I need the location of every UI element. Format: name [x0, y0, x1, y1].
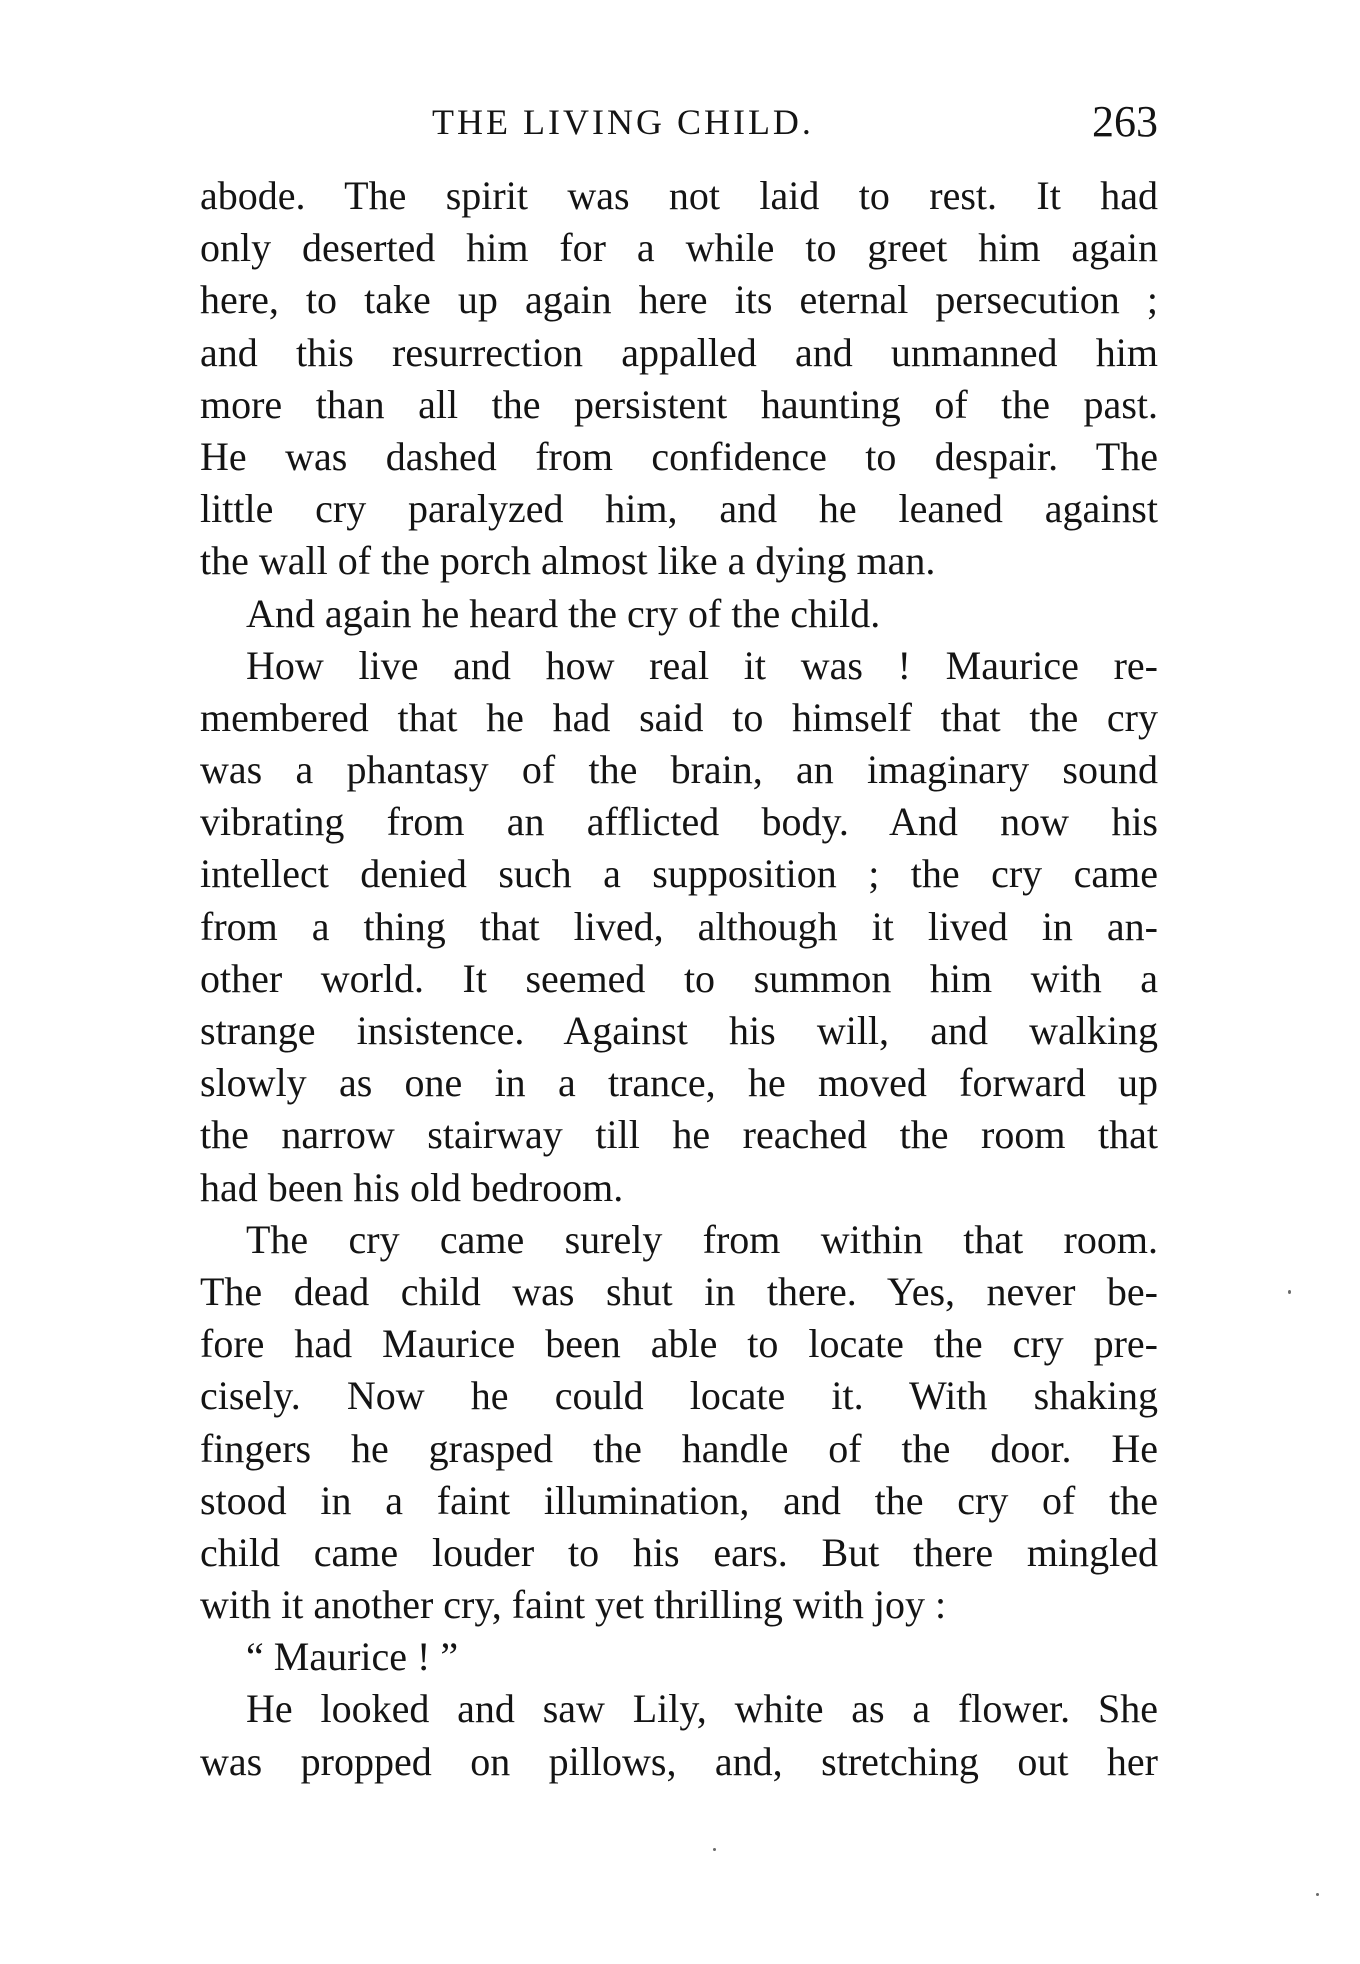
text-line: stood in a faint illumination, and the cry of the — [200, 1477, 1158, 1523]
text-line: the narrow stairway till he reached the room that — [200, 1112, 1158, 1158]
text-line: other world. It seemed to summon him with a — [200, 955, 1158, 1001]
text-line: the wall of the porch almost like a dying man. — [200, 538, 936, 584]
text-line: more than all the persistent haunting of the past. — [200, 381, 1158, 427]
text-line: with it another cry, faint yet thrilling with joy : — [200, 1582, 947, 1628]
text-line: only deserted him for a while to greet him again — [200, 225, 1158, 271]
paragraph-start-line: How live and how real it was ! Maurice re- — [246, 642, 1158, 688]
text-line: strange insistence. Against his will, and walking — [200, 1008, 1158, 1053]
text-line: and this resurrection appalled and unmanned him — [200, 329, 1158, 375]
text-line: here, to take up again here its eternal persecution ; — [200, 277, 1158, 323]
text-line: cisely. Now he could locate it. With shaking — [200, 1373, 1158, 1419]
paper-speck — [713, 1848, 716, 1851]
text-line: child came louder to his ears. But there mingled — [200, 1529, 1158, 1575]
text-line: The dead child was shut in there. Yes, never be- — [200, 1268, 1158, 1314]
text-line: slowly as one in a trance, he moved forward up — [200, 1060, 1158, 1106]
paragraph-start-line: “ Maurice ! ” — [246, 1634, 459, 1680]
text-line: from a thing that lived, although it lived in an- — [200, 903, 1158, 949]
text-line: abode. The spirit was not laid to rest. It had — [200, 173, 1158, 218]
paragraph-start-line: The cry came surely from within that room. — [246, 1216, 1158, 1262]
text-line: was a phantasy of the brain, an imaginary sound — [200, 747, 1158, 793]
text-line: membered that he had said to himself that the cry — [200, 694, 1158, 740]
text-line: fore had Maurice been able to locate the cry pre- — [200, 1321, 1158, 1367]
text-line: fingers he grasped the handle of the door. He — [200, 1425, 1158, 1471]
text-line: vibrating from an afflicted body. And now his — [200, 799, 1158, 845]
text-line: intellect denied such a supposition ; the cry came — [200, 851, 1158, 897]
text-line: was propped on pillows, and, stretching out her — [200, 1738, 1158, 1784]
paragraph-start-line: And again he heard the cry of the child. — [246, 590, 881, 636]
running-head — [200, 92, 1158, 152]
paper-speck — [1316, 1893, 1319, 1896]
paragraph-start-line: He looked and saw Lily, white as a flower. She — [246, 1686, 1158, 1732]
page-number: 263 — [1092, 97, 1158, 146]
text-line: little cry paralyzed him, and he leaned against — [200, 486, 1158, 532]
body-text — [200, 170, 1158, 1788]
running-title: THE LIVING CHILD. — [432, 102, 814, 142]
paper-speck — [1288, 1290, 1291, 1294]
text-line: He was dashed from confidence to despair. The — [200, 433, 1158, 479]
text-line: had been his old bedroom. — [200, 1164, 624, 1210]
